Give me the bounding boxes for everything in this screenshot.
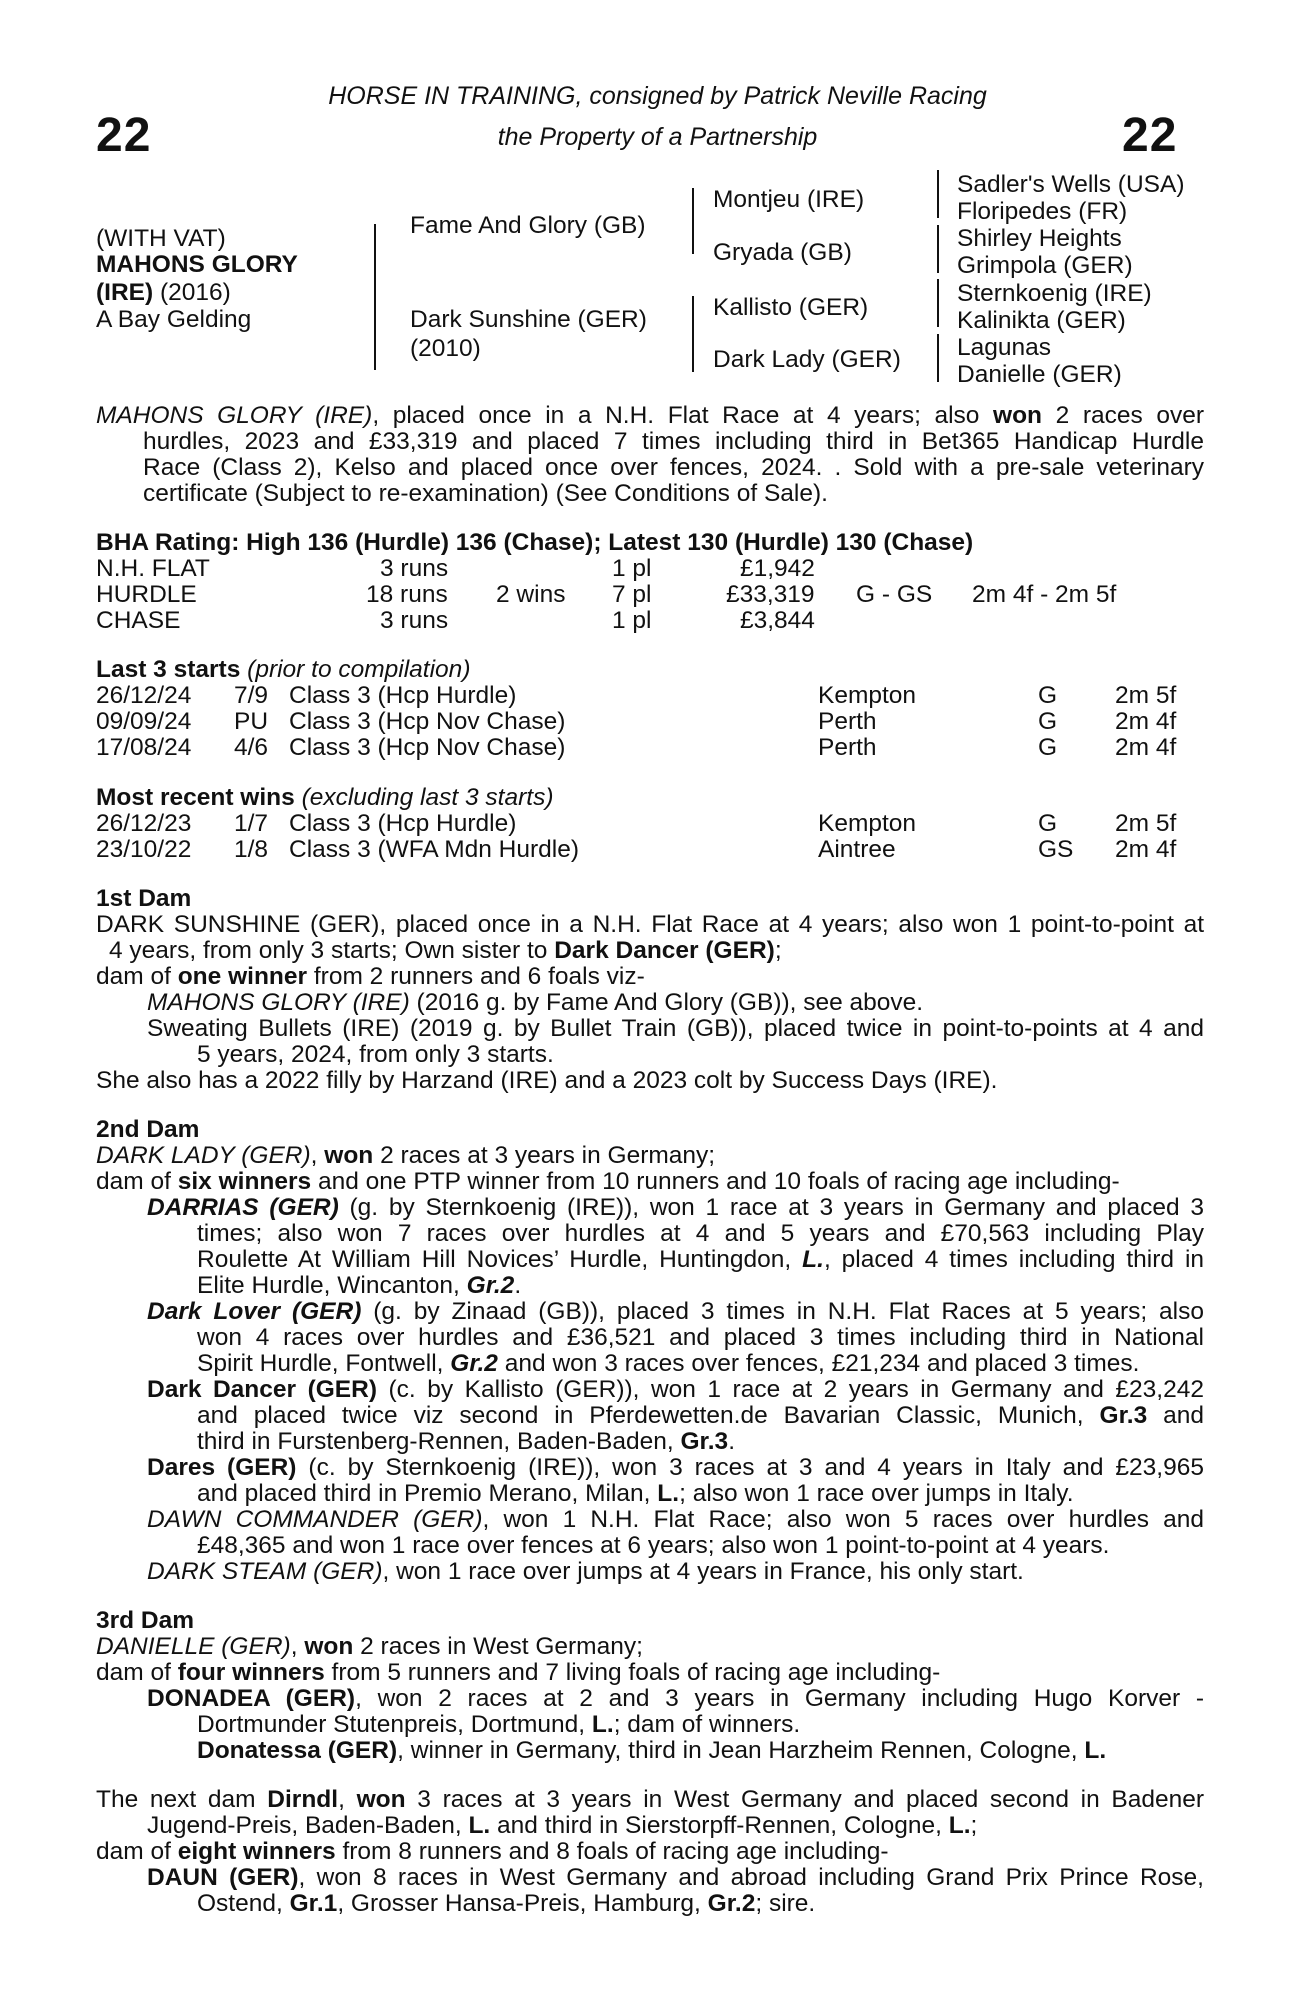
start-race: Class 3 (Hcp Hurdle) — [289, 682, 517, 709]
start-distance: 2m 5f — [1115, 682, 1177, 709]
progeny-text: . — [514, 1272, 522, 1299]
race-grade: L. — [657, 1480, 680, 1507]
record-runs: 3 runs — [380, 607, 449, 634]
dares-line-2 — [197, 1481, 1074, 1507]
pedigree-g3-1: Sadler's Wells (USA) — [957, 171, 1185, 198]
header-property: the Property of a Partnership — [497, 123, 818, 151]
wins-note: (excluding last 3 starts) — [301, 784, 554, 811]
dam1-offspring-2: Sweating Bullets (IRE) (2019 g. by Bullet Train (GB)), placed twice in point-to-points at 4 and — [147, 1015, 1204, 1042]
start-race: Class 3 (Hcp Nov Chase) — [289, 708, 566, 735]
pedigree-g3-6: Kalinikta (GER) — [957, 307, 1126, 334]
dam2-text: dam of — [96, 1168, 171, 1195]
race-grade: Gr.2 — [707, 1890, 756, 1917]
dam1-title: 1st Dam — [96, 885, 192, 912]
dark-steam-line — [147, 1559, 1024, 1585]
donatessa-line — [197, 1738, 1106, 1764]
dam2-text: , — [310, 1142, 318, 1169]
race-grade: Gr.3 — [680, 1428, 729, 1455]
last3-heading — [96, 657, 470, 683]
pedigree-gs2: Kallisto (GER) — [713, 294, 869, 321]
dam2-line-2 — [96, 1169, 1120, 1195]
dam1-text: ; — [774, 937, 782, 964]
next-dam-won: won — [356, 1786, 406, 1813]
next-dam-winners: eight winners — [177, 1838, 336, 1865]
dam3-line-1 — [96, 1634, 643, 1660]
race-grade: Gr.1 — [289, 1890, 338, 1917]
start-going: G — [1038, 708, 1058, 735]
progeny-text: , won 2 races at 2 and 3 years in Germany including Hugo Korver - — [355, 1685, 1204, 1712]
brace-g3-1 — [937, 170, 939, 218]
dark-dancer-line-3 — [197, 1429, 735, 1455]
brace-g3-4 — [937, 334, 939, 382]
progeny-text: (g. by Sternkoenig (IRE)), won 1 race at 3 years in Germany and placed 3 — [349, 1194, 1204, 1221]
record-runs: 3 runs — [380, 555, 449, 582]
progeny-text: , placed 4 times including third in — [823, 1246, 1205, 1273]
brace-dam — [692, 296, 694, 372]
start-going: G — [1038, 734, 1058, 761]
dam2-line-1 — [96, 1143, 715, 1169]
dam1-sister-name: Dark Dancer (GER) — [554, 937, 775, 964]
start-date: 09/09/24 — [96, 708, 192, 735]
brace-g3-2 — [937, 225, 939, 273]
pedigree-gd1: Gryada (GB) — [713, 239, 852, 266]
win-course: Kempton — [818, 810, 917, 837]
next-dam-line-3 — [96, 1839, 889, 1865]
progeny-text: ; also won 1 race over jumps in Italy. — [679, 1480, 1074, 1507]
pedigree-gs1: Montjeu (IRE) — [713, 186, 865, 213]
dam1-foals: She also has a 2022 filly by Harzand (IRE) and a 2023 colt by Success Days (IRE). — [96, 1067, 998, 1094]
pedigree-g3-7: Lagunas — [957, 334, 1052, 361]
start-position: PU — [234, 708, 269, 735]
dam3-text: , — [290, 1633, 298, 1660]
dark-dancer-line-2 — [197, 1403, 1204, 1429]
darrias-line-3 — [197, 1247, 1204, 1273]
start-course: Perth — [818, 734, 877, 761]
record-placed: 1 pl — [612, 555, 652, 582]
next-dam-text: ; — [970, 1812, 978, 1839]
lot-number-right: 22 — [1122, 109, 1178, 162]
dam3-text: from 5 runners and 7 living foals of racing age including- — [331, 1659, 941, 1686]
last3-note: (prior to compilation) — [247, 656, 471, 683]
dawn-commander-line-2: £48,365 and won 1 race over fences at 6 years; also won 1 point-to-point at 4 years. — [197, 1532, 1110, 1559]
progeny-name: DAUN (GER) — [147, 1864, 299, 1891]
progeny-text: , Grosser Hansa-Preis, Hamburg, — [337, 1890, 701, 1917]
dam3-text: dam of — [96, 1659, 171, 1686]
race-grade: Gr.3 — [1099, 1402, 1148, 1429]
progeny-text: and won 3 races over fences, £21,234 and placed 3 times. — [504, 1350, 1140, 1377]
start-date: 26/12/24 — [96, 682, 192, 709]
progeny-text: ; dam of winners. — [613, 1711, 801, 1738]
dam1-winners: one winner — [177, 963, 308, 990]
lot-number-left: 22 — [96, 109, 152, 162]
record-going: G - GS — [856, 581, 933, 608]
win-course: Aintree — [818, 836, 896, 863]
dam1-line-1: DARK SUNSHINE (GER), placed once in a N.H. Flat Race at 4 years; also won 1 point-to-point at — [96, 911, 1204, 938]
dark-lover-line-1 — [147, 1299, 1204, 1325]
daun-line-1 — [147, 1865, 1204, 1891]
horse-name: MAHONS GLORY — [96, 251, 298, 278]
dam3-winners: four winners — [177, 1659, 325, 1686]
race-grade: L. — [1084, 1737, 1107, 1764]
darrias-line-2: times; also won 7 races over hurdles at 4 and 5 years and £70,563 including Play — [197, 1220, 1204, 1247]
race-grade: L. — [948, 1812, 971, 1839]
progeny-text: third in Furstenberg-Rennen, Baden-Baden, — [197, 1428, 674, 1455]
race-grade: L. — [468, 1812, 491, 1839]
start-distance: 2m 4f — [1115, 734, 1177, 761]
bha-rating: BHA Rating: High 136 (Hurdle) 136 (Chase); Latest 130 (Hurdle) 130 (Chase) — [96, 529, 974, 556]
offspring-name: MAHONS GLORY (IRE) — [147, 989, 410, 1016]
progeny-name: Dares (GER) — [147, 1454, 297, 1481]
next-dam-text: 3 races at 3 years in West Germany and placed second in Badener — [417, 1786, 1205, 1813]
start-position: 4/6 — [234, 734, 269, 761]
dam1-line-2 — [109, 938, 782, 964]
progeny-text: and — [1163, 1402, 1205, 1429]
pedigree-g3-3: Shirley Heights — [957, 225, 1122, 252]
win-position: 1/7 — [234, 810, 269, 837]
pedigree-g3-4: Grimpola (GER) — [957, 252, 1133, 279]
daun-line-2 — [197, 1891, 815, 1917]
progeny-text: , winner in Germany, third in Jean Harzheim Rennen, Cologne, — [397, 1737, 1078, 1764]
dam1-text: dam of — [96, 963, 171, 990]
darrias-line-4 — [197, 1273, 521, 1299]
dam1-offspring-2-cont: 5 years, 2024, from only 3 starts. — [197, 1041, 554, 1068]
wins-heading — [96, 785, 553, 811]
summary-line-4: certificate (Subject to re-examination) (See Conditions of Sale). — [143, 480, 828, 507]
summary-line-3: Race (Class 2), Kelso and placed once over fences, 2024. . Sold with a pre-sale veterinary — [143, 454, 1204, 481]
dam2-text: 2 races at 3 years in Germany; — [380, 1142, 716, 1169]
pedigree-dam-year: (2010) — [410, 335, 481, 362]
progeny-text: ; sire. — [755, 1890, 816, 1917]
record-wins: 2 wins — [496, 581, 566, 608]
summary-line-2: hurdles, 2023 and £33,319 and placed 7 times including third in Bet365 Handicap Hurdle — [143, 428, 1204, 455]
vat-label: (WITH VAT) — [96, 225, 226, 252]
win-position: 1/8 — [234, 836, 269, 863]
record-placed: 7 pl — [612, 581, 652, 608]
offspring-text: (2016 g. by Fame And Glory (GB)), see above. — [416, 989, 924, 1016]
progeny-text: Dortmunder Stutenpreis, Dortmund, — [197, 1711, 586, 1738]
progeny-text: , won 1 N.H. Flat Race; also won 5 races over hurdles and — [482, 1506, 1204, 1533]
last3-title: Last 3 starts — [96, 656, 241, 683]
progeny-text: and placed twice viz second in Pferdewetten.de Bavarian Classic, Munich, — [197, 1402, 1084, 1429]
progeny-name: Dark Dancer (GER) — [147, 1376, 377, 1403]
progeny-text: and placed third in Premio Merano, Milan, — [197, 1480, 651, 1507]
summary-won: won — [993, 402, 1043, 429]
win-going: G — [1038, 810, 1058, 837]
dam2-title: 2nd Dam — [96, 1116, 200, 1143]
pedigree-g3-2: Floripedes (FR) — [957, 198, 1128, 225]
horse-year: (2016) — [159, 279, 231, 306]
win-date: 26/12/23 — [96, 810, 192, 837]
race-grade: L. — [802, 1246, 824, 1273]
brace-main — [374, 224, 376, 370]
brace-g3-3 — [937, 279, 939, 327]
donadea-line-2 — [197, 1712, 800, 1738]
dam1-line-3 — [96, 964, 645, 990]
next-dam-text: , — [338, 1786, 345, 1813]
progeny-text: (c. by Kallisto (GER)), won 1 race at 2 years in Germany and £23,242 — [388, 1376, 1204, 1403]
next-dam-text: from 8 runners and 8 foals of racing age including- — [342, 1838, 889, 1865]
progeny-text: Spirit Hurdle, Fontwell, — [197, 1350, 444, 1377]
dam2-winners: six winners — [177, 1168, 312, 1195]
dam2-text: and one PTP winner from 10 runners and 10 foals of racing age including- — [317, 1168, 1120, 1195]
dam2-name: DARK LADY (GER) — [96, 1142, 311, 1169]
summary-text-b: 2 races over — [1055, 402, 1204, 429]
win-distance: 2m 4f — [1115, 836, 1177, 863]
win-race: Class 3 (Hcp Hurdle) — [289, 810, 517, 837]
start-date: 17/08/24 — [96, 734, 192, 761]
pedigree-g3-5: Sternkoenig (IRE) — [957, 280, 1152, 307]
record-runs: 18 runs — [366, 581, 448, 608]
dark-lover-line-2: won 4 races over hurdles and £36,521 and placed 3 times including third in National — [197, 1324, 1204, 1351]
win-race: Class 3 (WFA Mdn Hurdle) — [289, 836, 579, 863]
dam1-offspring-1 — [147, 990, 923, 1016]
horse-country-year — [96, 280, 231, 306]
win-distance: 2m 5f — [1115, 810, 1177, 837]
race-grade: Gr.2 — [466, 1272, 515, 1299]
record-prize: £1,942 — [740, 555, 815, 582]
next-dam-text: Jugend-Preis, Baden-Baden, — [147, 1812, 462, 1839]
next-dam-text: and third in Sierstorpff-Rennen, Cologne, — [497, 1812, 942, 1839]
next-dam-line-2 — [147, 1813, 977, 1839]
header-consignor: HORSE IN TRAINING, consigned by Patrick Neville Racing — [328, 82, 987, 110]
brace-sire — [692, 188, 694, 254]
horse-description: A Bay Gelding — [96, 306, 252, 333]
pedigree-dam: Dark Sunshine (GER) — [410, 306, 647, 333]
progeny-text: Roulette At William Hill Novices’ Hurdle, Huntingdon, — [197, 1246, 792, 1273]
progeny-name: Dark Lover (GER) — [147, 1298, 362, 1325]
next-dam-name: Dirndl — [267, 1786, 339, 1813]
wins-title: Most recent wins — [96, 784, 295, 811]
horse-country: (IRE) — [96, 279, 154, 306]
pedigree-gd2: Dark Lady (GER) — [713, 346, 901, 373]
summary-text-a: , placed once in a N.H. Flat Race at 4 years; also — [372, 402, 980, 429]
start-course: Perth — [818, 708, 877, 735]
record-placed: 1 pl — [612, 607, 652, 634]
start-race: Class 3 (Hcp Nov Chase) — [289, 734, 566, 761]
progeny-text: (c. by Sternkoenig (IRE)), won 3 races at 3 and 4 years in Italy and £23,965 — [308, 1454, 1204, 1481]
dam3-text: 2 races in West Germany; — [360, 1633, 643, 1660]
record-type: CHASE — [96, 607, 181, 634]
dam1-text: 4 years, from only 3 starts; Own sister to — [109, 937, 548, 964]
dam3-title: 3rd Dam — [96, 1607, 195, 1634]
dam1-text: from 2 runners and 6 foals viz- — [313, 963, 645, 990]
pedigree-g3-8: Danielle (GER) — [957, 361, 1122, 388]
record-prize: £33,319 — [726, 581, 815, 608]
record-type: N.H. FLAT — [96, 555, 210, 582]
progeny-name: DONADEA (GER) — [147, 1685, 356, 1712]
next-dam-text: The next dam — [96, 1786, 256, 1813]
progeny-text: (g. by Zinaad (GB)), placed 3 times in N.H. Flat Races at 5 years; also — [373, 1298, 1205, 1325]
progeny-name: DAWN COMMANDER (GER) — [147, 1506, 483, 1533]
dam3-name: DANIELLE (GER) — [96, 1633, 291, 1660]
progeny-text: Elite Hurdle, Wincanton, — [197, 1272, 460, 1299]
start-course: Kempton — [818, 682, 917, 709]
summary-line-1 — [96, 403, 1204, 429]
dark-dancer-line-1 — [147, 1377, 1204, 1403]
summary-name: MAHONS GLORY (IRE) — [96, 402, 373, 429]
dawn-commander-line-1 — [147, 1507, 1204, 1533]
win-date: 23/10/22 — [96, 836, 192, 863]
win-going: GS — [1038, 836, 1074, 863]
dam3-won: won — [304, 1633, 354, 1660]
record-type: HURDLE — [96, 581, 197, 608]
dark-lover-line-3 — [197, 1351, 1139, 1377]
next-dam-text: dam of — [96, 1838, 171, 1865]
start-distance: 2m 4f — [1115, 708, 1177, 735]
progeny-name: DARK STEAM (GER) — [147, 1558, 383, 1585]
dam3-line-2 — [96, 1660, 940, 1686]
donadea-line-1 — [147, 1686, 1204, 1712]
dares-line-1 — [147, 1455, 1204, 1481]
progeny-text: Ostend, — [197, 1890, 283, 1917]
start-position: 7/9 — [234, 682, 269, 709]
record-distance: 2m 4f - 2m 5f — [972, 581, 1117, 608]
progeny-name: DARRIAS (GER) — [147, 1194, 339, 1221]
pedigree-sire: Fame And Glory (GB) — [410, 212, 646, 239]
start-going: G — [1038, 682, 1058, 709]
progeny-text: . — [728, 1428, 735, 1455]
progeny-name: Donatessa (GER) — [197, 1737, 398, 1764]
progeny-text: , won 8 races in West Germany and abroad including Grand Prix Prince Rose, — [298, 1864, 1204, 1891]
race-grade: L. — [591, 1711, 614, 1738]
progeny-text: , won 1 race over jumps at 4 years in France, his only start. — [382, 1558, 1024, 1585]
next-dam-line-1 — [96, 1787, 1204, 1813]
race-grade: Gr.2 — [450, 1350, 498, 1377]
darrias-line-1 — [147, 1195, 1204, 1221]
record-prize: £3,844 — [740, 607, 815, 634]
dam2-won: won — [324, 1142, 374, 1169]
